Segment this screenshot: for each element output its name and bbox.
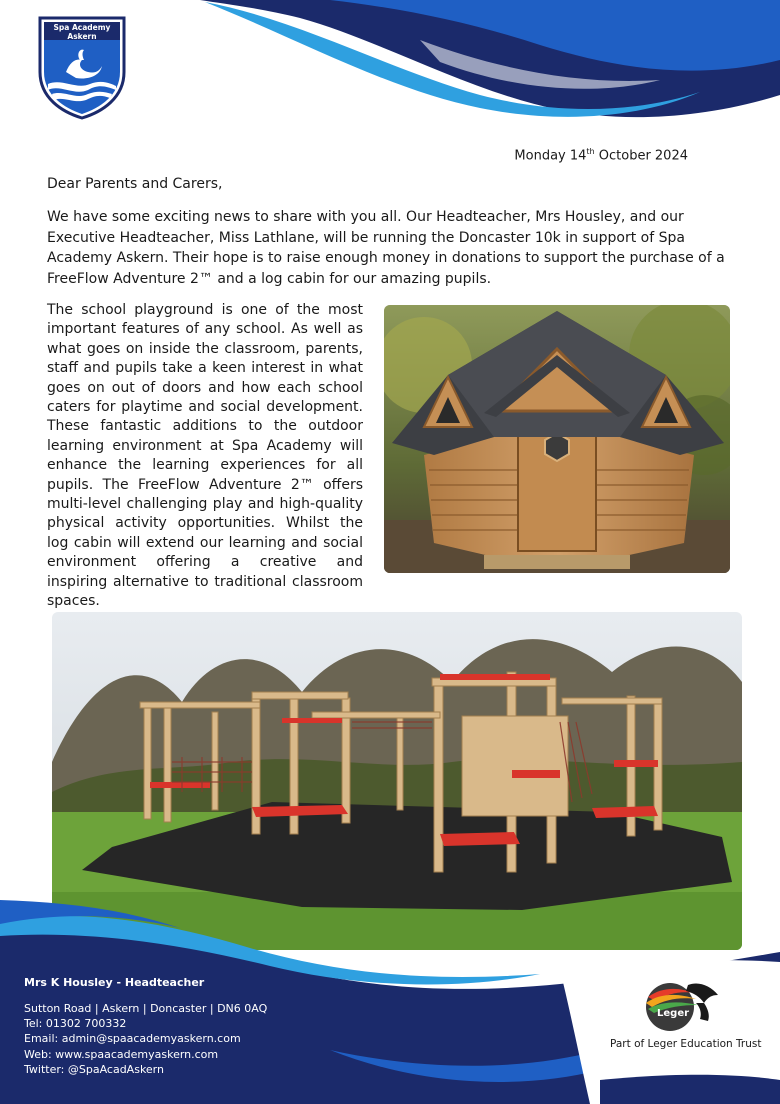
leger-trust-logo (638, 975, 722, 1035)
leger-logo-wordmark: Leger (657, 1008, 690, 1019)
crest-school-location: Askern (67, 32, 97, 41)
date-day: Monday 14 (514, 148, 587, 164)
footer-telephone: Tel: 01302 700332 (24, 1017, 127, 1031)
trust-caption: Part of Leger Education Trust (610, 1038, 762, 1050)
school-crest (36, 14, 128, 120)
footer-address: Sutton Road | Askern | Doncaster | DN6 0AQ (24, 1002, 268, 1015)
crest-school-name: Spa Academy (53, 23, 111, 32)
footer-headteacher: Mrs K Housley - Headteacher (24, 976, 205, 989)
greeting: Dear Parents and Carers, (47, 176, 223, 192)
log-cabin-photo (384, 305, 730, 573)
intro-paragraph: We have some exciting news to share with you all. Our Headteacher, Mrs Housley, and our Executive Headteacher, Miss Lathlane, will be running the Doncaster 10k in support of Spa Academy Askern. Their hope is to raise enough money in donations to support the purchase of a FreeFlow Adventure 2™ and a log cabin for our amazing pupils. (47, 209, 725, 287)
body-paragraph: The school playground is one of the most important features of any school. As well as what goes on inside the classroom, parents, staff and pupils take a keen interest in what goes on out of doors and how each school caters for playtime and social development. These fantastic additions to the outdoor learning environment at Spa Academy will enhance the learning experiences for all pupils. The FreeFlow Adventure 2™ offers multi-level challenging play and high-quality physical activity opportunities. Whilst the log cabin will extend our learning and social environment offering a creative and inspiring alternative to traditional classroom spaces. (47, 302, 363, 610)
footer-email[interactable]: Email: admin@spaacademyaskern.com (24, 1032, 241, 1046)
date-ordinal: th (586, 147, 595, 156)
letter-date (514, 147, 688, 163)
footer-website[interactable]: Web: www.spaacademyaskern.com (24, 1047, 219, 1061)
date-month-year: October 2024 (594, 148, 688, 164)
footer-contact-block (24, 976, 267, 1077)
footer-twitter[interactable]: Twitter: @SpaAcadAskern (24, 1062, 164, 1076)
